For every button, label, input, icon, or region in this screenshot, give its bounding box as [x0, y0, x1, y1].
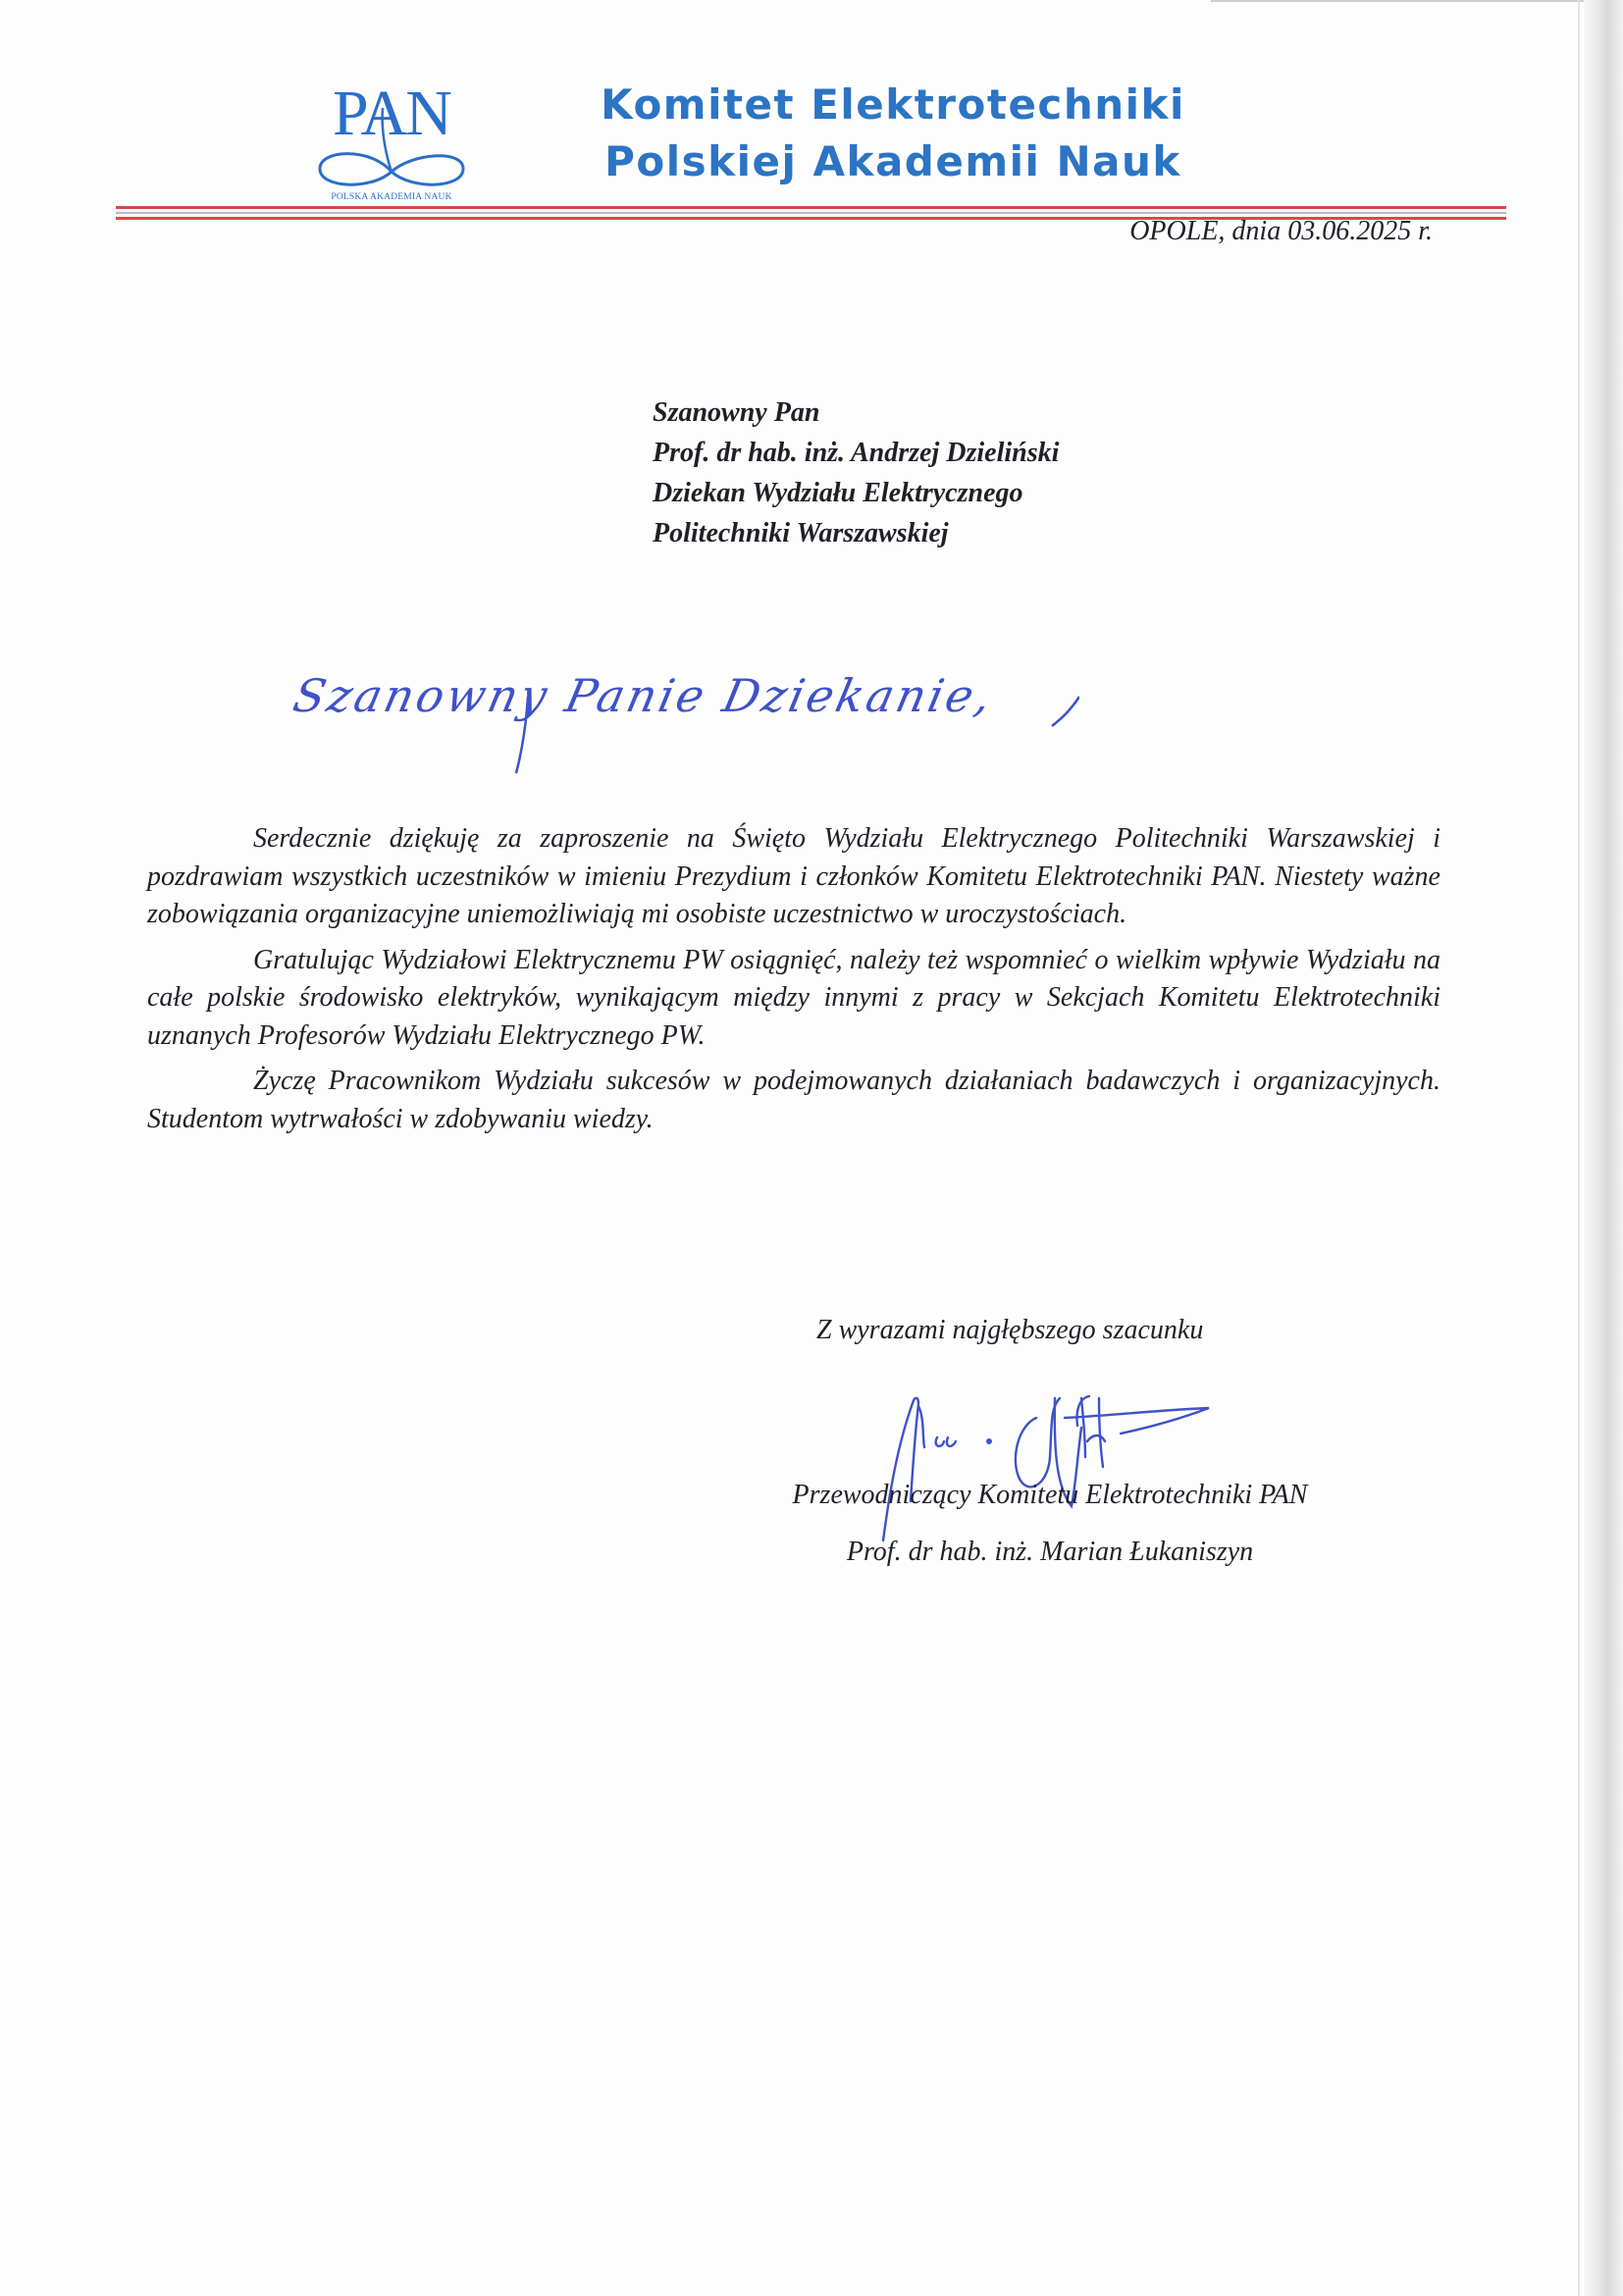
address-line: Politechniki Warszawskiej	[653, 518, 949, 548]
logo-subtitle: POLSKA AKADEMIA NAUK	[331, 192, 452, 202]
scan-edge	[1584, 0, 1623, 2296]
address-line: Szanowny Pan	[653, 397, 820, 428]
body-paragraph: Życzę Pracownikom Wydziału sukcesów w podejmowanych działaniach badawczych i organizacyjnych. Studentom wytrwałości w zdobywaniu wiedzy.	[147, 1066, 1440, 1134]
committee-line2: Polskiej Akademii Nauk	[604, 137, 1181, 185]
handwritten-greeting-text: Szanowny Panie Dziekanie,	[288, 669, 999, 722]
address-line: Prof. dr hab. inż. Andrzej Dzieliński	[653, 438, 1060, 468]
header-rule-red	[116, 206, 1506, 209]
body-paragraph: Gratulując Wydziałowi Elektrycznemu PW osiągnięć, należy też wspomnieć o wielkim wpływie Wydziału na całe polskie środowisko elektryków, wynikającym między innymi z pracy w Sekcjach Komitetu Elektrotechniki uznanych Profesorów Wydziału Elektrycznego PW.	[147, 944, 1440, 1051]
signer-name: Prof. dr hab. inż. Marian Łukaniszyn	[846, 1537, 1254, 1567]
handwriting-strokes	[294, 657, 1079, 785]
scan-edge-line	[1578, 0, 1580, 2296]
header-rule-grey	[116, 212, 1506, 214]
closing-salutation: Z wyrazami najgłębszego szacunku	[816, 1315, 1204, 1345]
handwritten-greeting	[288, 657, 1079, 785]
body-paragraph: Serdecznie dziękuję za zaproszenie na Święto Wydziału Elektrycznego Politechniki Warszawskiej i pozdrawiam wszystkich uczestników w imieniu Prezydium i członków Komitetu Elektrotechniki PAN. Niestety ważne zobowiązania organizacyjne uniemożliwiają mi osobiste uczestnictwo w uroczystościach.	[147, 823, 1440, 929]
infinity-icon	[312, 78, 471, 206]
logo-text: PAN	[333, 78, 450, 149]
address-line: Dziekan Wydziału Elektrycznego	[653, 478, 1023, 508]
committee-line1: Komitet Elektrotechniki	[601, 80, 1185, 129]
recipient-address	[653, 392, 1059, 553]
letter-body	[147, 820, 1440, 1146]
signer-title: Przewodniczący Komitetu Elektrotechniki PAN	[792, 1480, 1308, 1510]
committee-name	[550, 77, 1236, 190]
pan-logo	[312, 78, 471, 206]
letter-date: OPOLE, dnia 03.06.2025 r.	[1129, 216, 1433, 246]
scan-border	[1211, 0, 1623, 2]
